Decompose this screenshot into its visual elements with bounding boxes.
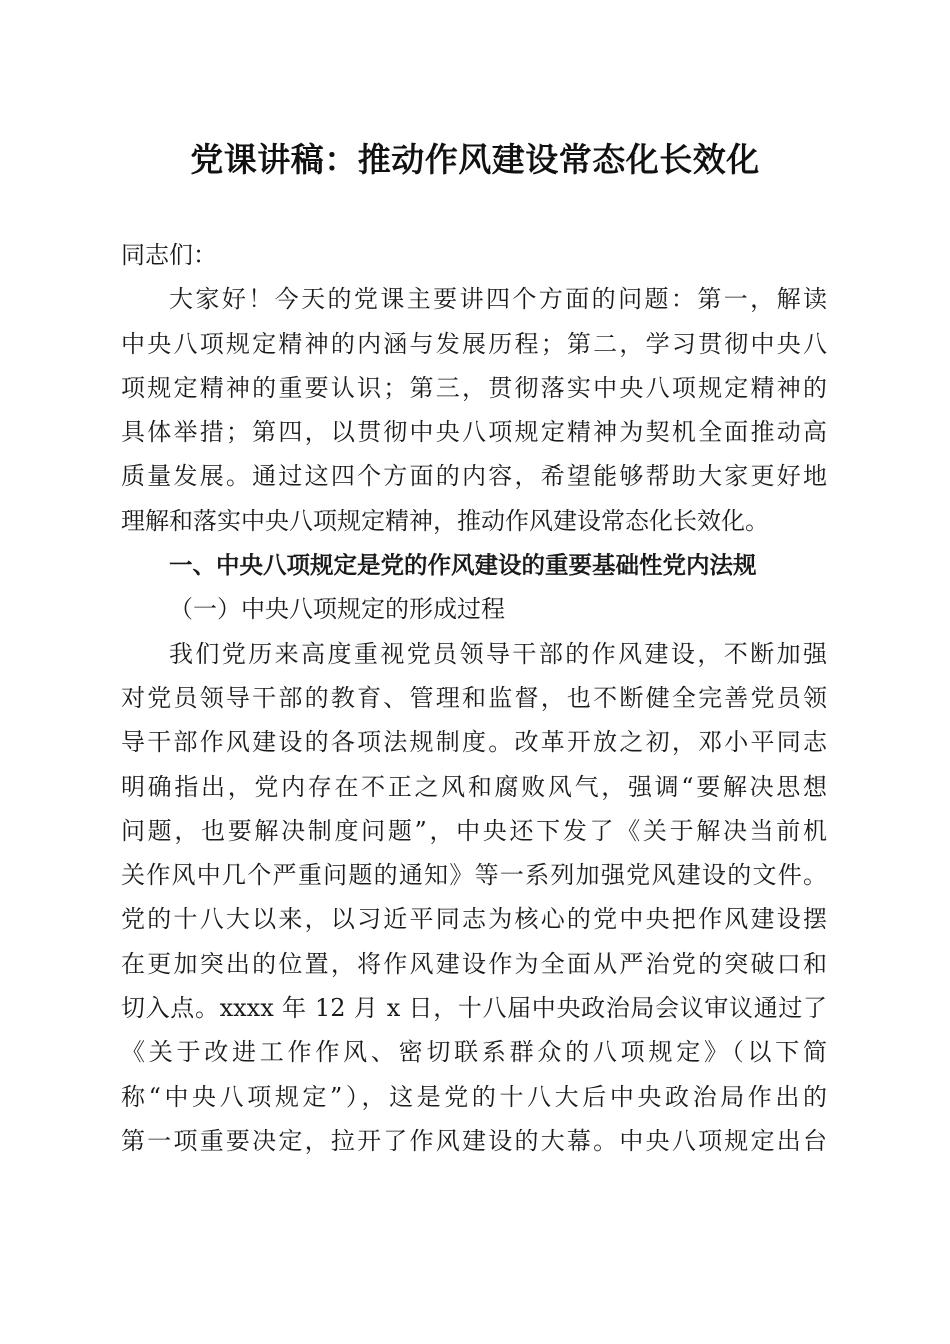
intro-line: 质量发展。通过这四个方面的内容，希望能够帮助大家更好地: [121, 462, 827, 491]
paragraph-line: 切入点。xxxx 年 12 月 x 日，十八届中央政治局会议审议通过了: [121, 994, 827, 1023]
paragraph-line: 称“中央八项规定”），这是党的十八大后中央政治局作出的: [121, 1082, 827, 1111]
subsection-heading: （一）中央八项规定的形成过程: [169, 595, 505, 624]
paragraph-line: 明确指出，党内存在不正之风和腐败风气，强调“要解决思想: [121, 772, 827, 801]
paragraph-line: 对党员领导干部的教育、管理和监督，也不断健全完善党员领: [121, 683, 827, 712]
paragraph-line: 《关于改进工作作风、密切联系群众的八项规定》（以下简: [121, 1038, 827, 1067]
intro-line: 项规定精神的重要认识；第三，贯彻落实中央八项规定精神的: [121, 373, 827, 402]
section-heading: 一、中央八项规定是党的作风建设的重要基础性党内法规: [169, 551, 757, 580]
paragraph-line: 问题，也要解决制度问题”，中央还下发了《关于解决当前机: [121, 816, 827, 845]
intro-line: 大家好！今天的党课主要讲四个方面的问题：第一，解读: [169, 285, 827, 314]
paragraph-line: 党的十八大以来，以习近平同志为核心的党中央把作风建设摆: [121, 905, 827, 934]
document-body: [121, 233, 827, 1163]
paragraph-line: 导干部作风建设的各项法规制度。改革开放之初，邓小平同志: [121, 728, 827, 757]
greeting-line: 同志们：: [121, 241, 217, 269]
paragraph-line: 我们党历来高度重视党员领导干部的作风建设，不断加强: [169, 639, 827, 668]
intro-line: 具体举措；第四，以贯彻中央八项规定精神为契机全面推动高: [121, 418, 827, 447]
document-title: 党课讲稿：推动作风建设常态化长效化: [190, 140, 760, 179]
intro-line: 理解和落实中央八项规定精神，推动作风建设常态化长效化。: [121, 506, 769, 535]
intro-line: 中央八项规定精神的内涵与发展历程；第二，学习贯彻中央八: [121, 329, 827, 358]
paragraph-line: 第一项重要决定，拉开了作风建设的大幕。中央八项规定出台: [121, 1126, 827, 1155]
paragraph-line: 关作风中几个严重问题的通知》等一系列加强党风建设的文件。: [121, 861, 827, 890]
paragraph-line: 在更加突出的位置，将作风建设作为全面从严治党的突破口和: [121, 949, 827, 978]
